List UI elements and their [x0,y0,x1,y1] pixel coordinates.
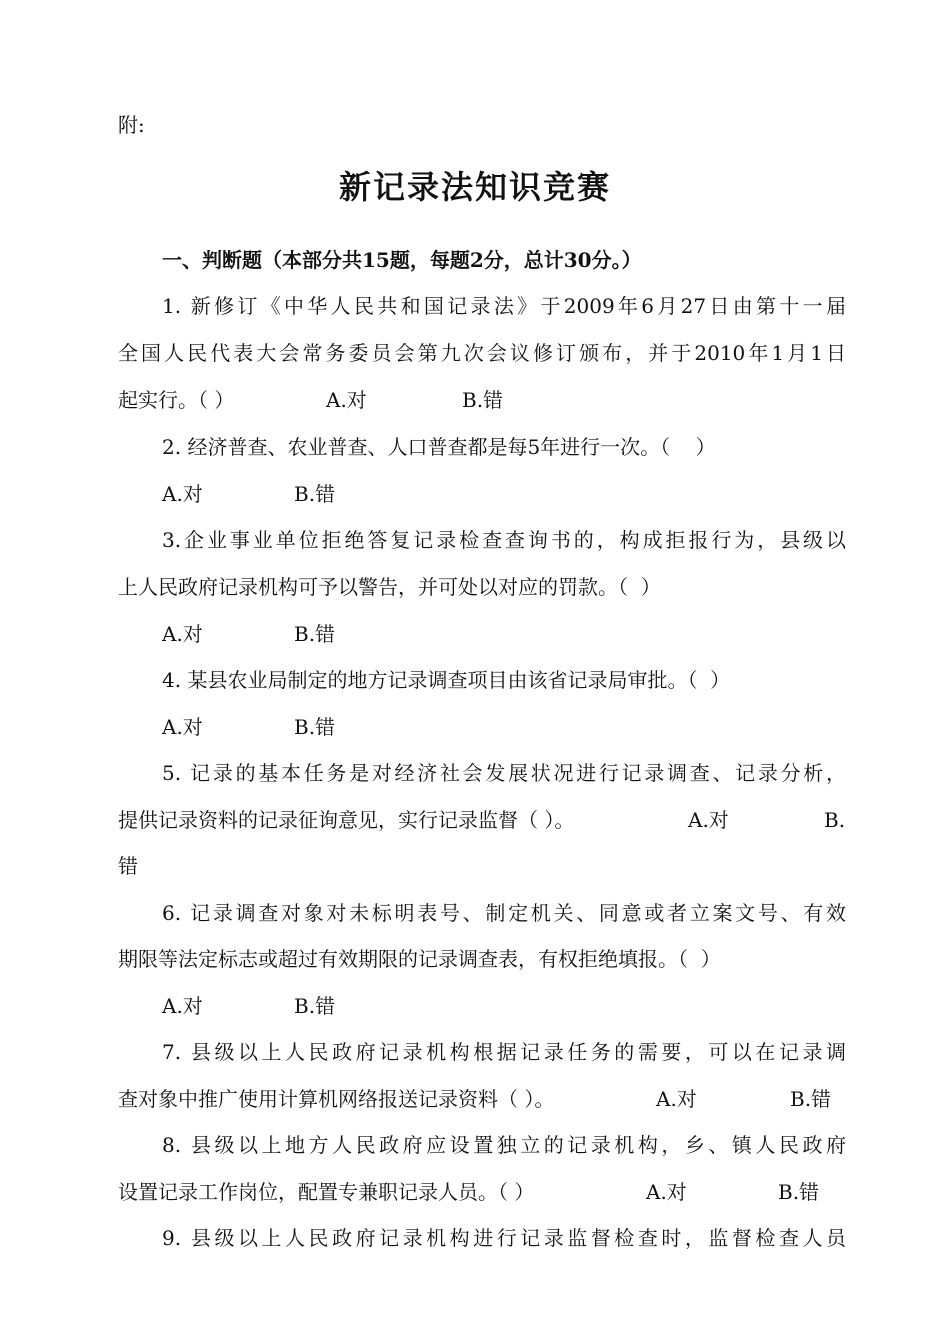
question-8-line-1: 8. 县级以上地方人民政府应设置独立的记录机构，乡、镇人民政府 [162,1133,846,1157]
question-7-line-1: 7. 县级以上人民政府记录机构根据记录任务的需要，可以在记录调 [162,1040,846,1064]
section-heading: 一、判断题（本部分共15题，每题2分，总计30分。） [162,248,642,272]
question-2-option-b: B.错 [294,482,336,506]
question-1-option-b: B.错 [462,388,504,412]
question-8-option-b: B.错 [778,1180,820,1204]
question-6-line-2: 期限等法定标志或超过有效期限的记录调查表，有权拒绝填报。（ ） [118,947,721,971]
question-1-line-2: 全国人民代表大会常务委员会第九次会议修订颁布，并于2010年1月1日 [118,341,846,365]
question-7-option-b: B.错 [790,1087,832,1111]
question-5-line-2: 提供记录资料的记录征询意见，实行记录监督（ ）。 [118,808,575,832]
question-8-option-a: A.对 [646,1180,687,1204]
question-7-line-2: 查对象中推广使用计算机网络报送记录资料（ ）。 [118,1087,555,1111]
question-2-line-1: 2. 经济普查、农业普查、人口普查都是每5年进行一次。（ ） [162,435,716,459]
question-5-option-b-wrap: 错 [118,854,138,878]
question-5-option-a: A.对 [688,808,729,832]
question-4-option-b: B.错 [294,715,336,739]
question-7-option-a: A.对 [656,1087,697,1111]
question-2-option-a: A.对 [162,482,203,506]
attachment-label: 附: [118,113,145,137]
question-1-option-a: A.对 [326,388,367,412]
question-3-option-b: B.错 [294,622,336,646]
question-1-line-3: 起实行。（ ） [118,388,235,412]
question-9-line-1: 9. 县级以上人民政府记录机构进行记录监督检查时，监督检查人员 [162,1226,846,1250]
question-6-option-b: B.错 [294,994,336,1018]
document-title: 新记录法知识竞赛 [338,168,611,206]
question-6-line-1: 6. 记录调查对象对未标明表号、制定机关、同意或者立案文号、有效 [162,901,846,925]
question-6-option-a: A.对 [162,994,203,1018]
question-4-option-a: A.对 [162,715,203,739]
question-5-line-1: 5. 记录的基本任务是对经济社会发展状况进行记录调查、记录分析， [162,761,846,785]
question-3-line-1: 3.企业事业单位拒绝答复记录检查查询书的，构成拒报行为，县级以 [162,528,846,552]
question-4-line-1: 4. 某县农业局制定的地方记录调查项目由该省记录局审批。（ ） [162,668,731,692]
question-3-option-a: A.对 [162,622,203,646]
question-1-line-1: 1. 新修订《中华人民共和国记录法》于2009年6月27日由第十一届 [162,294,846,318]
question-5-option-b: B. [824,808,846,832]
question-8-line-2: 设置记录工作岗位，配置专兼职记录人员。（ ） [118,1180,535,1204]
question-3-line-2: 上人民政府记录机构可予以警告，并可处以对应的罚款。（ ） [118,575,661,599]
